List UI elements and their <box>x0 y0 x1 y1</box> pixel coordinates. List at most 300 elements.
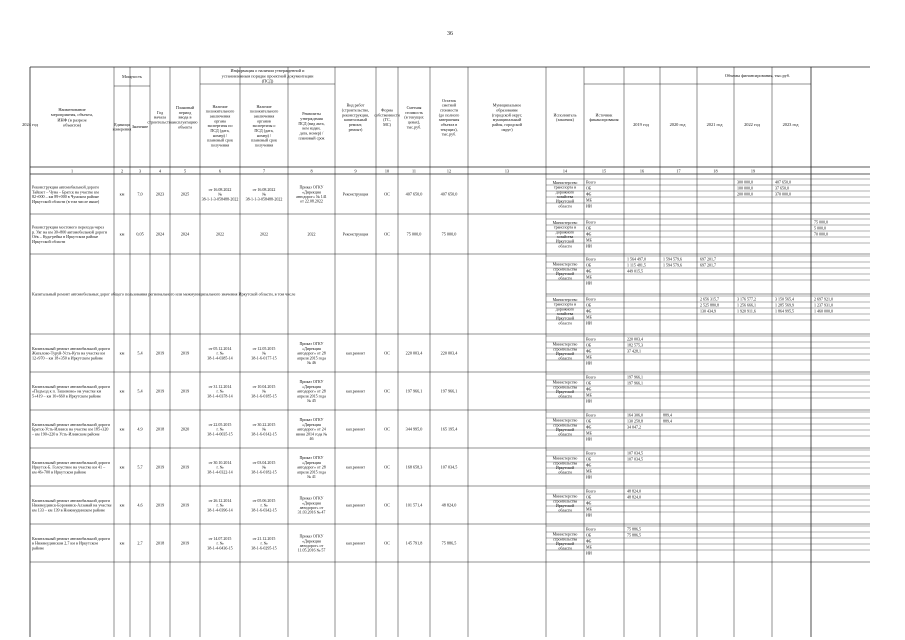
source-label: ФБ <box>586 500 592 506</box>
source-label: Всего <box>586 256 596 262</box>
fin-value: 5 000,0 <box>814 225 826 231</box>
header-doc-approval: Реквизиты <box>302 111 321 117</box>
source-label: ФБ <box>586 348 592 354</box>
source-label: ОБ <box>586 456 592 462</box>
row-executor: области <box>558 469 572 475</box>
row-doc2: № <box>262 464 266 470</box>
row-executor: области <box>558 320 572 326</box>
fin-value: 100 000,0 <box>737 185 753 191</box>
header-remaining: завершения <box>438 117 460 123</box>
header-doc-ecology: номер) / <box>256 132 272 138</box>
fin-value: 37 650,0 <box>775 185 789 191</box>
row-doc3: № 45 <box>307 398 316 404</box>
row-name: 82+000 – км 89+000 в Чунском районе <box>32 194 99 200</box>
header-est-cost: Сметная <box>406 105 422 111</box>
column-number: 13 <box>504 168 510 174</box>
column-number: 9 <box>354 168 357 174</box>
row-name: Реконструкция мостового перехода через <box>32 224 104 230</box>
header-doc-approval: ПСД (вид акта, <box>298 120 325 126</box>
source-label: ОБ <box>586 418 592 424</box>
row-doc2: 2022 <box>260 231 268 237</box>
row-name: Оёк – Куда-рейка в Иркутском районе <box>32 234 99 240</box>
row-doc3: Приказ ОГКУ <box>299 184 324 190</box>
row-doc2: № <box>262 388 266 394</box>
header-docs: (ПСД) <box>261 78 274 84</box>
row-doc3: Приказ ОГКУ <box>299 495 324 501</box>
fin-value: 449 015,5 <box>627 268 643 274</box>
header-year-start: начала <box>154 114 166 120</box>
row-form: ОС <box>384 426 390 432</box>
row-doc2: от 16.08.2022 <box>252 186 276 192</box>
column-number: 12 <box>446 168 452 174</box>
row-doc3: «Дирекция <box>302 345 321 351</box>
source-label: ФБ <box>586 231 592 237</box>
row-doc1: 38-1-4-0322-14 <box>207 469 233 475</box>
column-number: 16 <box>639 168 645 174</box>
row-doc3: апреля 2015 года <box>297 469 326 475</box>
row-unit: км <box>119 540 125 546</box>
row-value: 4,6 <box>137 502 143 508</box>
row-executor: области <box>558 203 572 209</box>
header-doc-conclusion: органа <box>214 118 226 124</box>
fin-value: 70 000,0 <box>814 231 828 237</box>
header-name: объектов) <box>62 122 82 128</box>
fin-value: 697 201,7 <box>700 256 716 262</box>
header-municipal: (городской округ, <box>491 112 523 118</box>
row-doc1: 38-1-4-0436-15 <box>207 545 233 551</box>
source-label: ОБ <box>586 380 592 386</box>
header-doc-ecology: плановый срок <box>250 137 278 143</box>
row-doc1: г. № <box>216 502 224 508</box>
header-doc-ecology: заключения <box>253 113 275 119</box>
row-start: 2024 <box>155 231 165 237</box>
row-doc1: от 14.07.2015 <box>208 535 232 541</box>
source-label: ИИ <box>586 512 592 518</box>
row-executor: области <box>558 275 572 281</box>
row-doc1: г. № <box>216 464 224 470</box>
row-doc1: 38-1-1-3-058488-2022 <box>201 196 239 202</box>
row-executor: Министерство <box>552 341 578 347</box>
row-doc1: № <box>218 191 222 197</box>
source-label: ОБ <box>586 262 592 268</box>
row-executor: дорожного <box>555 306 575 312</box>
row-name: Нижнеудинск-Боровинск-Алзамай на участке <box>32 502 112 508</box>
row-executor: области <box>558 393 572 399</box>
source-label: ОБ <box>586 302 592 308</box>
fin-value: 1 920 911,6 <box>737 308 756 314</box>
fin-value: 889,4 <box>663 418 672 424</box>
source-label: ИИ <box>586 436 592 442</box>
row-name: Жигалово-Туруй-Усть-Кута на участке км <box>32 350 105 356</box>
fin-value: 48 824,0 <box>627 494 641 500</box>
fin-value: 164 306,0 <box>627 412 643 418</box>
source-label: ОБ <box>586 185 592 191</box>
header-work-type: ремонт) <box>348 126 363 132</box>
header-property: (ГС, <box>383 117 391 123</box>
row-executor: строительства <box>552 422 578 428</box>
source-label: МБ <box>586 197 592 203</box>
source-label: МБ <box>586 430 592 436</box>
header-remaining: (до полного <box>438 112 460 118</box>
fin-value: 2 656 315,7 <box>700 296 719 302</box>
column-number: 5 <box>183 168 187 174</box>
row-executor: Министерство <box>552 455 578 461</box>
header-work-type: капитальный <box>344 117 367 123</box>
row-work: Реконструкция <box>342 191 369 197</box>
row-start: 2023 <box>155 191 165 197</box>
fin-value: 37 428,1 <box>627 348 641 354</box>
row-doc2: 38-1-6-0177-15 <box>251 355 277 361</box>
row-doc2: от 21.12.2015 <box>252 535 276 541</box>
source-label: Всего <box>586 179 596 185</box>
row-doc3: автодорог» № 141 <box>296 194 327 200</box>
column-number: 17 <box>676 168 681 174</box>
row-start: 2019 <box>155 388 165 394</box>
row-doc3: автодорог» от 24 <box>297 426 326 432</box>
row-doc2: 38-1-1-3-058488-2022 <box>245 196 283 202</box>
row-doc1: г. № <box>216 540 224 546</box>
row-doc3: июня 2014 года № <box>295 431 328 437</box>
row-doc1: г. № <box>216 350 224 356</box>
row-doc2: от 10.04.2015 <box>252 383 276 389</box>
header-remaining: Остаток <box>441 97 457 103</box>
fin-value: 1 285 569,9 <box>775 302 794 308</box>
row-form: ОС <box>384 464 390 470</box>
row-doc1: от 16.08.2022 <box>208 186 232 192</box>
row-executor: Иркутской <box>555 465 575 471</box>
row-doc1: г. № <box>216 426 224 432</box>
fin-value: 3 150 565,4 <box>775 296 794 302</box>
source-label: МБ <box>586 237 592 243</box>
row-doc3: автодорог» от 28 <box>297 464 326 470</box>
row-work: кап.ремонт <box>346 426 365 432</box>
row-executor: транспорта и <box>553 224 577 230</box>
fin-value: 48 824,0 <box>627 488 641 494</box>
row-doc3: от 22.08.2022 <box>300 198 323 204</box>
row-doc2: от 30.22.2015 <box>252 421 276 427</box>
row-end: 2019 <box>180 502 190 508</box>
fin-value: 1 237 931,0 <box>814 302 833 308</box>
source-label: Всего <box>586 374 596 380</box>
source-label: ИИ <box>586 398 592 404</box>
row-executor: Иркутской <box>555 238 575 244</box>
row-doc3: апреля 2015 года <box>297 355 326 361</box>
row-executor: Министерство <box>552 296 578 302</box>
fin-value: 1 594 579,6 <box>663 262 682 268</box>
header-doc-conclusion: заключения <box>209 113 231 119</box>
row-work: кап.ремонт <box>346 388 365 394</box>
header-fin: Объемы финансирования, тыс.руб. <box>724 73 791 78</box>
row-doc2: г. № <box>260 540 268 546</box>
row-doc1: от 30.10.2014 <box>208 459 232 465</box>
row-executor: области <box>558 355 572 361</box>
column-number: 11 <box>411 168 417 174</box>
row-value: 5,4 <box>137 350 143 356</box>
fin-value: 197 966,1 <box>627 380 643 386</box>
source-label: ФБ <box>586 386 592 392</box>
source-label: МБ <box>586 274 592 280</box>
header-doc-approval: утверждения <box>300 115 323 121</box>
header-remaining: тыс.руб. <box>441 131 457 137</box>
source-label: МБ <box>586 468 592 474</box>
fin-value: 889,4 <box>663 412 672 418</box>
row-doc3: Приказ ОГКУ <box>299 341 324 347</box>
row-name: – км 190+220 в Усть-Илимском районе <box>32 431 100 437</box>
row-doc2: 38-1-6-0185-15 <box>251 393 277 399</box>
row-name: Тайшет – Чуна – Братск на участке км <box>32 189 99 195</box>
row-value: 2,7 <box>137 540 143 546</box>
fin-value: 1 460 000,0 <box>814 308 833 314</box>
row-doc1: 38-1-4-0035-15 <box>207 431 233 437</box>
row-rest: 75 000,0 <box>441 231 457 237</box>
header-doc-conclusion: экспертизы по <box>207 123 233 129</box>
row-name: районе <box>32 545 45 551</box>
row-doc2: 38-1-6-0182-15 <box>251 469 277 475</box>
row-cost: 197 966,1 <box>405 388 423 394</box>
row-doc3: Приказ ОГКУ <box>299 417 324 423</box>
row-end: 2019 <box>180 540 190 546</box>
source-label: ИИ <box>586 203 592 209</box>
row-executor: строительства <box>552 384 578 390</box>
row-doc2: № <box>262 350 266 356</box>
fin-value: 1 594 579,6 <box>663 256 682 262</box>
row-executor: дорожного <box>555 189 575 195</box>
source-label: ИИ <box>586 360 592 366</box>
row-name: 12+970 – км 18+350 в Иркутском районе <box>32 355 103 361</box>
header-docs: установленным порядке проектной документации <box>221 73 314 79</box>
header-year: 2020 год <box>669 122 686 127</box>
header-year-end: объекта <box>178 124 192 130</box>
header-doc-conclusion: номер) / <box>212 132 228 138</box>
row-doc3: автодорог» от 28 <box>297 350 326 356</box>
source-label: МБ <box>586 392 592 398</box>
row-value: 5,4 <box>137 388 143 394</box>
header-est-cost: (в текущих <box>404 114 424 120</box>
row-end: 2024 <box>180 231 190 237</box>
fin-value: 200 000,0 <box>737 191 753 197</box>
source-label: Всего <box>586 450 596 456</box>
row-form: ОС <box>384 502 390 508</box>
header-source: Источник <box>595 112 613 118</box>
row-cost: 168 658,3 <box>405 464 423 470</box>
source-label: МБ <box>586 544 592 550</box>
row-executor: хозяйства <box>556 311 574 317</box>
row-form: ОС <box>384 540 390 546</box>
row-doc3: «Дирекция <box>302 383 321 389</box>
source-label: ФБ <box>586 268 592 274</box>
row-doc2: 38-1-6-0142-15 <box>251 431 277 437</box>
source-label: ФБ <box>586 424 592 430</box>
header-remaining: текущих), <box>440 126 458 132</box>
row-cost: 75 000,0 <box>406 231 422 237</box>
source-label: Всего <box>586 526 596 532</box>
source-label: Всего <box>586 336 596 342</box>
header-doc-ecology: Наличие <box>256 103 272 109</box>
header-unit: измерения <box>112 126 132 132</box>
row-work: кап.ремонт <box>346 502 365 508</box>
row-name: в Нижнеудинском 2,7 км в Иркутском <box>32 540 98 546</box>
header-municipal: муниципальный <box>492 117 522 123</box>
header-doc-conclusion: плановый срок <box>206 137 234 143</box>
row-doc3: 31.03.2016 № 47 <box>297 509 326 515</box>
header-year: 2021 год <box>706 122 723 127</box>
header-doc-ecology: экспертизы о <box>252 123 276 129</box>
row-name: Капитальный ремонт автомобильной дороги <box>32 535 110 541</box>
header-doc-conclusion: ПСД (дата, <box>210 128 230 134</box>
row-executor: Иркутской <box>555 389 575 395</box>
source-label: ОБ <box>586 225 592 231</box>
fin-value: 197 966,1 <box>627 374 643 380</box>
row-rest: 220 003,4 <box>440 350 458 356</box>
row-doc3: «Дирекция <box>302 538 321 544</box>
row-doc3: 11.05.2016 № 57 <box>297 547 326 553</box>
column-number: 6 <box>218 168 222 174</box>
row-doc3: «Дирекция <box>302 459 321 465</box>
header-docs: Информация о наличии утвержденной и <box>230 68 305 74</box>
row-name: Капитальный ремонт автомобильной дороги <box>32 383 110 389</box>
row-doc1: г. № <box>216 388 224 394</box>
header-doc-ecology: органов <box>257 118 271 124</box>
fin-value: 1 864 995,5 <box>775 308 794 314</box>
column-number: 10 <box>384 168 390 174</box>
header-est-cost: ценах), <box>407 119 421 125</box>
row-doc3: № 46 <box>307 360 316 366</box>
row-executor: Министерство <box>552 493 578 499</box>
row-start: 2018 <box>155 426 165 432</box>
row-doc1: от 22.05.2015 <box>208 421 232 427</box>
row-name: Иркутской области (в том числе иные) <box>32 198 100 204</box>
row-form: ОС <box>384 191 390 197</box>
header-property: МС) <box>383 121 391 127</box>
table-svg <box>22 40 870 637</box>
column-number: 19 <box>750 168 756 174</box>
source-label: ИИ <box>586 243 592 249</box>
header-value: Значение <box>131 124 149 130</box>
source-label: ИИ <box>586 320 592 326</box>
header-year: 2024 год <box>22 122 38 127</box>
row-cost: 101 571,4 <box>405 502 423 508</box>
page-number: 36 <box>447 31 453 37</box>
row-doc2: 38-1-6-0295-15 <box>251 545 277 551</box>
row-unit: км <box>119 388 125 394</box>
row-doc1: от 26.12.2014 <box>208 497 232 503</box>
row-name: Иркутск-Б. Голоустное на участке км 41 – <box>32 464 106 470</box>
row-executor: строительства <box>552 536 578 542</box>
fin-value: 2 697 921,0 <box>814 296 833 302</box>
header-unit: Единица <box>114 121 130 127</box>
row-start: 2019 <box>155 350 165 356</box>
header-doc-conclusion: получения <box>210 142 230 148</box>
row-form: ОС <box>384 350 390 356</box>
header-doc-ecology: получения <box>254 142 274 148</box>
source-label: ОБ <box>586 532 592 538</box>
row-start: 2018 <box>155 540 165 546</box>
fin-value: 75 886,5 <box>627 532 641 538</box>
column-number: 2 <box>120 168 124 174</box>
source-label: ФБ <box>586 308 592 314</box>
header-remaining: сметной <box>441 102 457 108</box>
fin-value: 370 000,0 <box>775 191 791 197</box>
row-executor: строительства <box>552 346 578 352</box>
row-executor: Министерство <box>552 531 578 537</box>
fin-value: 1 115 481,5 <box>627 262 646 268</box>
row-form: ОС <box>384 388 390 394</box>
row-doc2: от 12.05.2015 <box>252 345 276 351</box>
header-remaining: стоимости <box>439 107 459 113</box>
row-doc2: от 05.06.2015 <box>252 497 276 503</box>
fin-value: 1 256 666,1 <box>737 302 756 308</box>
source-label: Всего <box>586 296 596 302</box>
column-number: 8 <box>310 168 313 174</box>
row-doc3: 46 <box>309 436 314 442</box>
row-name: «Подъезд к п. Ташеново» на участке км <box>32 388 102 394</box>
header-year-end: ввода в <box>178 114 192 120</box>
row-name: Капитальный ремонт автомобильной дороги <box>32 497 110 503</box>
row-executor: Иркутской <box>555 503 575 509</box>
header-property: собственности <box>374 112 400 118</box>
header-municipal: образование <box>496 107 518 113</box>
row-doc3: «Дирекция <box>302 421 321 427</box>
row-end: 2020 <box>180 426 190 432</box>
row-doc3: автодорог» от <box>299 543 324 549</box>
row-executor: Иркутской <box>555 315 575 321</box>
row-executor: Иркутской <box>555 198 575 204</box>
row-executor: хозяйства <box>556 194 574 200</box>
column-number: 1 <box>70 168 74 174</box>
header-year-end: Плановый <box>175 104 195 110</box>
source-label: Всего <box>586 412 596 418</box>
header-doc-ecology: ПСД (дата, <box>254 128 274 134</box>
row-executor: строительства <box>552 266 578 272</box>
header-power: Мощность <box>122 74 142 79</box>
row-start: 2019 <box>155 464 165 470</box>
fin-value: 130 434,9 <box>700 308 716 314</box>
row-end: 2019 <box>180 464 190 470</box>
row-doc1: 38-1-4-0378-14 <box>207 393 233 399</box>
header-executor: Исполнитель <box>553 112 577 118</box>
row-unit: км <box>119 191 125 197</box>
source-label: Всего <box>586 488 596 494</box>
row-doc2: 38-1-6-0342-15 <box>251 507 277 513</box>
header-year-end: период <box>178 109 192 115</box>
row-doc3: Приказ ОГКУ <box>299 533 324 539</box>
row-executor: Министерство <box>552 379 578 385</box>
row-cost: 344 995,0 <box>405 426 423 432</box>
row-doc3: автодорог» от 28 <box>297 388 326 394</box>
row-doc3: апреля 2015 года <box>297 393 326 399</box>
row-cost: 145 791,8 <box>405 540 423 546</box>
header-doc-approval: дата, номер) / <box>299 130 324 136</box>
row-unit: км <box>119 502 125 508</box>
row-end: 2019 <box>180 388 190 394</box>
row-executor: Министерство <box>552 417 578 423</box>
row-unit: км <box>119 231 125 237</box>
header-work-type: ремонт, <box>348 121 363 127</box>
row-name: Братск-Усть-Илимск на участке км 185+320 <box>32 426 109 432</box>
row-rest: 107 034,5 <box>440 464 458 470</box>
row-doc1: 38-1-4-0396-14 <box>207 507 233 513</box>
row-name: Капитальный ремонт автомобильной дороги <box>32 421 110 427</box>
header-est-cost: тыс.руб. <box>406 124 422 130</box>
row-executor: транспорта и <box>553 184 577 190</box>
header-year: 2019 год <box>633 122 649 127</box>
row-value: 4,9 <box>137 426 143 432</box>
row-work: кап.ремонт <box>346 350 365 356</box>
fin-value: 300 000,0 <box>737 179 753 185</box>
header-remaining: объекта в <box>440 121 458 127</box>
fin-value: 34 047,2 <box>627 424 641 430</box>
column-number: 4 <box>158 168 162 174</box>
